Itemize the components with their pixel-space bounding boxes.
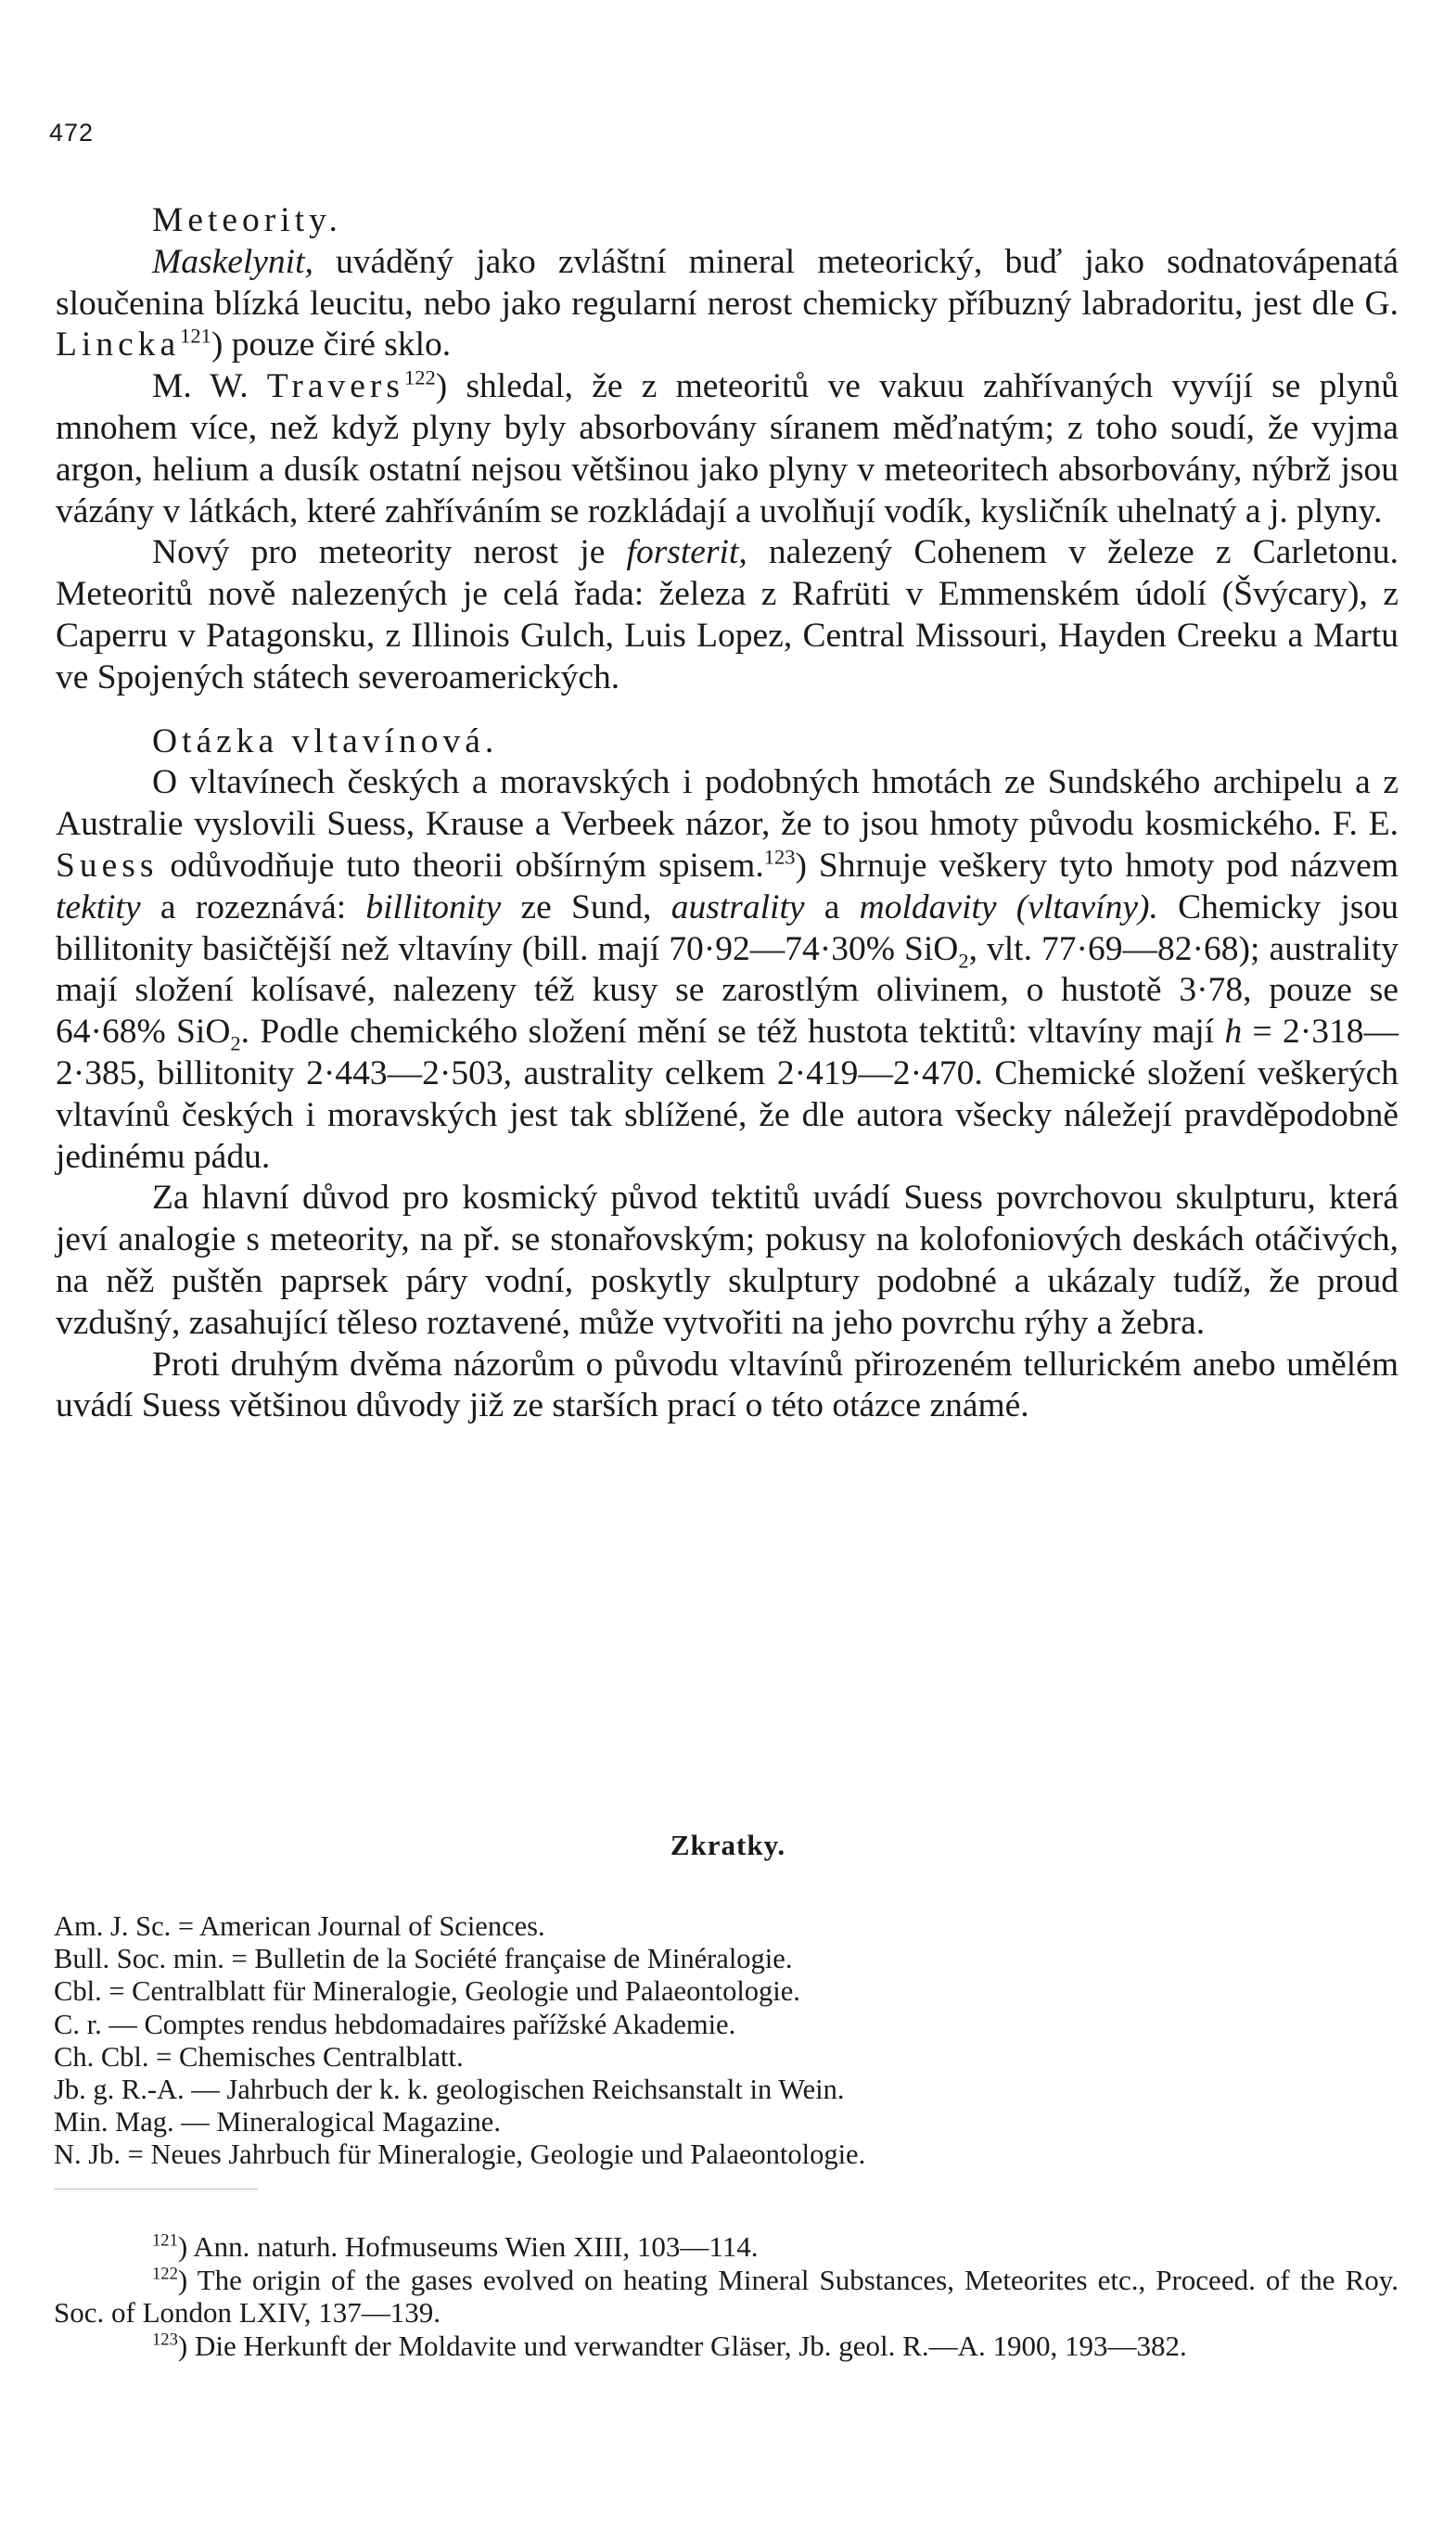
author-suess: Suess — [56, 846, 159, 885]
page-number: 472 — [49, 119, 95, 147]
footnote-ref-123: 123 — [763, 845, 796, 869]
page-body — [56, 200, 1399, 1427]
abbreviation-item: Am. J. Sc. = American Journal of Sciences. — [54, 1910, 545, 1942]
section-heading-meteority: Meteority. — [152, 201, 342, 239]
term-forsterit: forsterit, — [626, 533, 747, 572]
footnote-121: $^{121}$) Ann. naturh. Hofmuseums Wien XIII, 103—114. — [152, 2230, 759, 2263]
abbreviation-item: Cbl. = Centralblatt für Mineralogie, Geologie und Palaeontologie. — [54, 1975, 800, 2008]
term-moldavity: moldavity (vltavíny). — [859, 887, 1158, 926]
paragraph-forsterit: Nový pro meteority nerost je forsterit, nalezený Cohenem v železe z Carletonu. Meteoritů nově nalezených je celá řada: železa z Rafrüti v Emmenském údolí (Švýcary), z Caperru v Patagonsku, z Illinois Gulch, Luis Lopez, Central Missouri, Hayden Creeku a Martu ve Spojených státech severoamerických. — [56, 533, 1399, 696]
term-billitonity: billitonity — [365, 887, 502, 926]
paragraph-tektity: O vltavínech českých a moravských i podobných hmotách ze Sundského archipelu a z Australie vyslovili Suess, Krause a Verbeek názor, že to jsou hmoty původu kosmického. F. E. Suess odůvodňuje tuto theorii obšírným spisem.$^{123}$) Shrnuje veškery tyto hmoty pod názvem tektity a rozeznává: billitonity ze Sund, australity a moldavity (vltavíny). Chemicky jsou billitonity basičtější než vltavíny (bill. mají 70·92—74·30% SiO$_2$, vlt. 77·69—82·68); australity mají složení kolísavé, nalezeny též kusy se zarostlým olivinem, o hustotě 3·78, pouze se 64·68% SiO$_2$. Podle chemického složení mění se též hustota tektitů: vltavíny mají h = 2·318—2·385, billitonity 2·443—2·503, australity celkem 2·419—2·470. Chemické složení veškerých vltavínů českých i moravských jest tak sblížené, že dle autora všecky náležejí pravděpodobně jedinému pádu. — [56, 763, 1399, 1176]
abbreviations-title: Zkratky. — [670, 1829, 786, 1861]
author-lincka: Lincka — [56, 326, 181, 364]
abbreviations-list — [54, 1910, 1259, 2172]
abbreviation-item: C. r. — Comptes rendus hebdomadaires pařížské Akademie. — [54, 2008, 736, 2040]
abbreviation-item: Ch. Cbl. = Chemisches Centralblatt. — [54, 2040, 464, 2073]
footnote-ref-121: 121 — [180, 324, 211, 348]
term-australity: australity — [671, 887, 805, 926]
footnote-122: $^{122}$) The origin of the gases evolved on heating Mineral Substances, Meteorites etc., Proceed. of the Roy. Soc. of London LXIV, 137—139. — [54, 2263, 1399, 2329]
footnote-divider — [54, 2189, 258, 2190]
section-heading-vltavin: Otázka vltavínová. — [152, 721, 499, 760]
footnotes — [54, 2230, 1399, 2362]
abbreviation-item: Jb. g. R.-A. — Jahrbuch der k. k. geologischen Reichsanstalt in Wein. — [54, 2074, 845, 2106]
footnote-123: $^{123}$) Die Herkunft der Moldavite und verwandter Gläser, Jb. geol. R.—A. 1900, 193—382. — [152, 2329, 1187, 2362]
footnote-ref-122: 122 — [404, 365, 436, 389]
variable-h: h — [1224, 1013, 1243, 1052]
term-maskelynit: Maskelynit, — [152, 242, 313, 281]
author-travers: Travers — [266, 367, 404, 406]
paragraph-maskelynit: Maskelynit, uváděný jako zvláštní mineral meteorický, buď jako sodnatovápenatá sloučenina blízká leucitu, nebo jako regularní nerost chemicky příbuzný labradoritu, jest dle G. Lincka$^{121}$) pouze čiré sklo. — [56, 242, 1399, 364]
paragraph-sculpture: Za hlavní důvod pro kosmický původ tektitů uvádí Suess povrchovou skulpturu, která jeví analogie s meteority, na př. se stonařovským; pokusy na kolofoniových deskách otáčivých, na něž puštěn paprsek páry vodní, poskytly skulptury podobné a ukázaly tudíž, že proud vzdušný, zasahující těleso roztavené, může vytvořiti na jeho povrchu rýhy a žebra. — [56, 1179, 1399, 1342]
paragraph-telluric: Proti druhým dvěma názorům o původu vltavínů přirozeném tellurickém anebo umělém uvádí Suess většinou důvody již ze starších prací o této otázce známé. — [56, 1345, 1399, 1425]
abbreviation-item: Bull. Soc. min. = Bulletin de la Société française de Minéralogie. — [54, 1943, 793, 1975]
term-tektity: tektity — [56, 887, 141, 926]
paragraph-travers: M. W. Travers$^{122}$) shledal, že z meteoritů ve vakuu zahřívaných vyvíjí se plynů mnohem více, než když plyny byly absorbovány síranem měďnatým; z toho soudí, že vyjma argon, helium a dusík ostatní nejsou většinou jako plyny v meteoritech absorbovány, nýbrž jsou vázány v látkách, které zahříváním se rozkládají a uvolňují vodík, kysličník uhelnatý a j. plyny. — [56, 365, 1399, 530]
abbreviation-item: N. Jb. = Neues Jahrbuch für Mineralogie, Geologie und Palaeontologie. — [54, 2139, 866, 2171]
abbreviation-item: Min. Mag. — Mineralogical Magazine. — [54, 2106, 501, 2139]
